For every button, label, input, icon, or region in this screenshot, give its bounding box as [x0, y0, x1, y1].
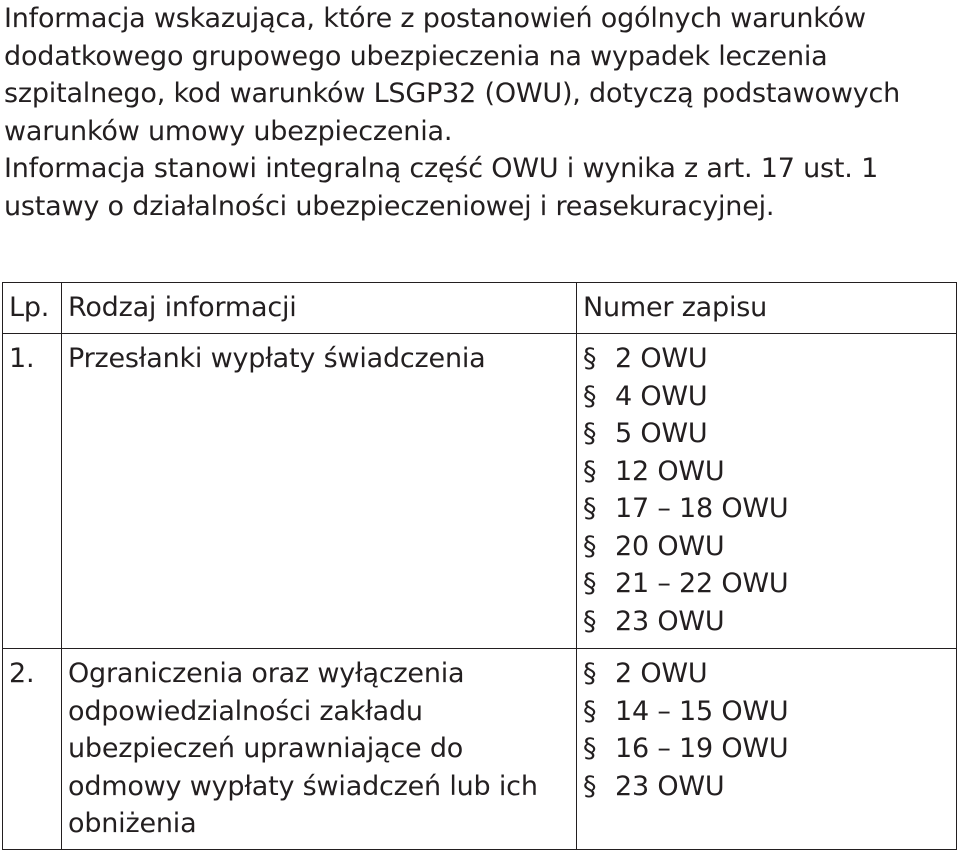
- ref-item: [583, 693, 956, 731]
- table-row: [3, 649, 957, 850]
- row-type: Przesłanki wypłaty świadczenia: [62, 334, 577, 649]
- ref-text: 5 OWU: [615, 418, 708, 449]
- row-lp: 2.: [3, 649, 62, 850]
- section-symbol: §: [583, 455, 597, 487]
- row-refs: [577, 334, 957, 649]
- header-lp: Lp.: [3, 283, 62, 334]
- ref-text: 14 – 15 OWU: [615, 695, 789, 727]
- row-refs: [577, 649, 957, 850]
- ref-text: 20 OWU: [615, 530, 725, 562]
- information-table: [2, 282, 957, 850]
- row-type: Ograniczenia oraz wyłączenia odpowiedzialności zakładu ubezpieczeń uprawniające do odmowy wypłaty świadczeń lub ich obniżenia: [62, 649, 577, 850]
- ref-item: [583, 565, 956, 603]
- row-lp: 1.: [3, 334, 62, 649]
- ref-item: [583, 340, 956, 378]
- ref-item: [583, 603, 956, 641]
- ref-text: 23 OWU: [615, 605, 725, 637]
- ref-item: [583, 730, 956, 768]
- table-row: [3, 334, 957, 649]
- ref-item: [583, 453, 956, 491]
- ref-text: 21 – 22 OWU: [615, 568, 789, 599]
- section-symbol: §: [583, 380, 597, 412]
- section-symbol: §: [583, 493, 597, 524]
- ref-item: [583, 415, 956, 453]
- section-symbol: §: [583, 418, 597, 449]
- ref-text: 16 – 19 OWU: [615, 733, 789, 764]
- section-symbol: §: [583, 530, 597, 562]
- ref-item: [583, 378, 956, 416]
- ref-item: [583, 768, 956, 806]
- ref-text: 23 OWU: [615, 770, 725, 802]
- ref-text: 12 OWU: [615, 455, 725, 487]
- ref-text: 2 OWU: [615, 343, 708, 374]
- header-type: Rodzaj informacji: [62, 283, 577, 334]
- section-symbol: §: [583, 343, 597, 374]
- intro-text: [4, 0, 944, 225]
- ref-item: [583, 490, 956, 528]
- intro-paragraph-1: Informacja wskazująca, które z postanowień ogólnych warunków dodatkowego grupowego ubezpieczenia na wypadek leczenia szpitalnego, kod warunków LSGP32 (OWU), dotyczą podstawowych warunków umowy ubezpieczenia.: [4, 3, 901, 147]
- ref-item: [583, 528, 956, 566]
- ref-text: 17 – 18 OWU: [615, 493, 789, 524]
- intro-paragraph-2: Informacja stanowi integralną część OWU i wynika z art. 17 ust. 1 ustawy o działalności ubezpieczeniowej i reasekuracyjnej.: [4, 153, 879, 222]
- ref-text: 4 OWU: [615, 380, 708, 412]
- section-symbol: §: [583, 605, 597, 637]
- section-symbol: §: [583, 695, 597, 727]
- section-symbol: §: [583, 770, 597, 802]
- section-symbol: §: [583, 658, 597, 689]
- header-ref: Numer zapisu: [577, 283, 957, 334]
- ref-text: 2 OWU: [615, 658, 708, 689]
- ref-item: [583, 655, 956, 693]
- section-symbol: §: [583, 733, 597, 764]
- section-symbol: §: [583, 568, 597, 599]
- table-header-row: [3, 283, 957, 334]
